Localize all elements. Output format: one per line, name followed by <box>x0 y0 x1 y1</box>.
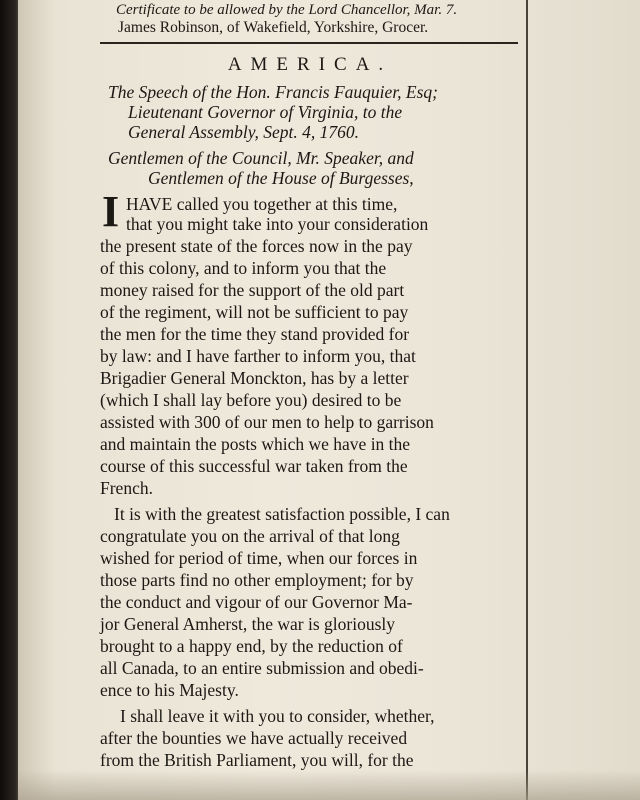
body-line: brought to a happy end, by the reduction of <box>100 636 403 656</box>
body-line: and maintain the posts which we have in the <box>100 434 411 454</box>
body-line: from the British Parliament, you will, for the <box>100 750 414 770</box>
body-line: of this colony, and to inform you that the <box>100 258 387 278</box>
body-line: jor General Amherst, the war is gloriously <box>100 614 396 634</box>
body-line: by law: and I have farther to inform you, that <box>100 346 416 366</box>
speech-title-line: General Assembly, Sept. 4, 1760. <box>128 122 360 142</box>
body-line: (which I shall lay before you) desired to be <box>100 390 402 410</box>
speech-title-line: The Speech of the Hon. Francis Fauquier, Esq; <box>108 82 439 102</box>
body-line: congratulate you on the arrival of that long <box>100 526 400 546</box>
body-line: of the regiment, will not be sufficient to pay <box>100 302 409 322</box>
body-line: wished for period of time, when our forces in <box>100 548 418 568</box>
header-rule <box>100 42 518 44</box>
column-divider <box>526 0 528 800</box>
section-title: AMERICA. <box>227 54 393 75</box>
body-line: assisted with 300 of our men to help to garrison <box>100 412 434 432</box>
drop-cap: I <box>102 187 120 236</box>
body-line: the men for the time they stand provided for <box>100 324 410 344</box>
body-line: HAVE called you together at this time, <box>126 194 398 214</box>
body-line: after the bounties we have actually received <box>100 728 408 748</box>
body-line: money raised for the support of the old part <box>100 280 405 300</box>
page-bottom-shade <box>18 770 640 800</box>
body-line: Brigadier General Monckton, has by a letter <box>100 368 409 388</box>
salutation-line: Gentlemen of the House of Burgesses, <box>148 168 414 188</box>
body-line: ence to his Majesty. <box>100 680 239 700</box>
body-line: that you might take into your consideration <box>126 214 429 234</box>
body-line: those parts find no other employment; for by <box>100 570 414 590</box>
body-line: course of this successful war taken from the <box>100 456 408 476</box>
body-line: It is with the greatest satisfaction possible, I can <box>114 504 450 524</box>
salutation-line: Gentlemen of the Council, Mr. Speaker, and <box>108 148 414 168</box>
body-line: the conduct and vigour of our Governor Ma- <box>100 592 413 612</box>
certificate-line: Certificate to be allowed by the Lord Chancellor, Mar. 7. <box>116 2 458 18</box>
grocer-line: James Robinson, of Wakefield, Yorkshire, Grocer. <box>118 19 429 36</box>
body-line: the present state of the forces now in the pay <box>100 236 413 256</box>
body-line: I shall leave it with you to consider, whether, <box>120 706 435 726</box>
body-line: all Canada, to an entire submission and obedi- <box>100 658 424 678</box>
body-line: French. <box>100 478 153 498</box>
speech-title-line: Lieutenant Governor of Virginia, to the <box>128 102 403 122</box>
